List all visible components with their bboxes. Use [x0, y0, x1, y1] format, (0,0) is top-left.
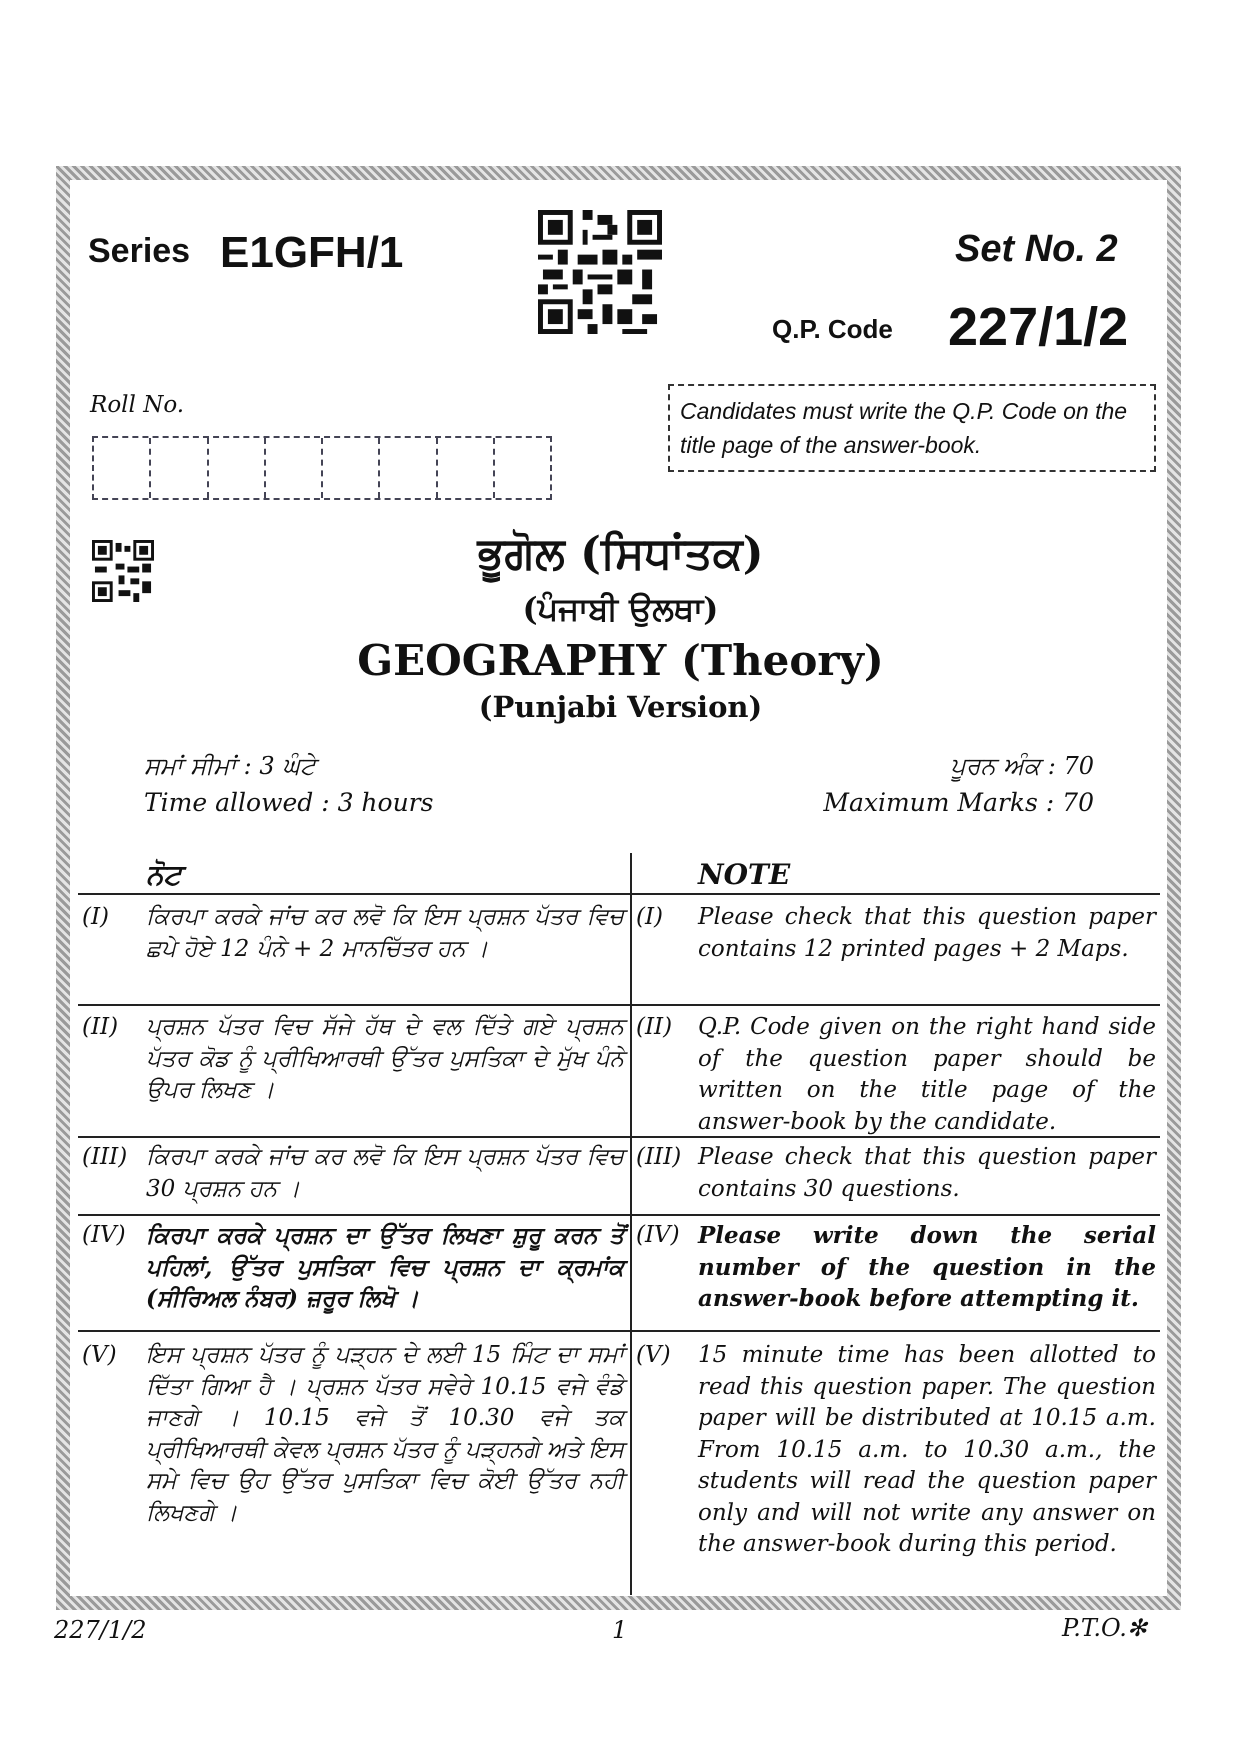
series-value: E1GFH/1: [220, 228, 404, 277]
note-text-english: Please check that this question paper contains 30 questions.: [698, 1144, 1156, 1202]
note-number: (IV): [82, 1222, 126, 1248]
row-divider: [78, 1136, 630, 1138]
row-divider: [78, 1330, 630, 1332]
page-number: 1: [612, 1616, 628, 1644]
note-number: (I): [82, 904, 110, 930]
row-divider: [78, 1214, 630, 1216]
row-divider: [78, 893, 630, 895]
series-label: Series: [88, 232, 191, 270]
title-english: GEOGRAPHY (Theory): [357, 636, 884, 685]
note-text-english: Please write down the serial number of the question in the answer-book before attempting it.: [698, 1222, 1156, 1312]
time-allowed-punjabi: ਸਮਾਂ ਸੀਮਾਂ : 3 ਘੰਟੇ: [144, 752, 316, 780]
note-number: (III): [82, 1144, 128, 1170]
subtitle-english: (Punjabi Version): [478, 690, 763, 724]
note-number: (IV): [636, 1222, 680, 1248]
note-text-english: Please check that this question paper contains 12 printed pages + 2 Maps.: [698, 904, 1156, 962]
roll-no-boxes: [92, 436, 552, 500]
note-text-punjabi: ਇਸ ਪ੍ਰਸ਼ਨ ਪੱਤਰ ਨੂੰ ਪੜ੍ਹਨ ਦੇ ਲਈ 15 ਮਿੰਟ ਦਾ ਸਮਾਂ ਦਿੱਤਾ ਗਿਆ ਹੈ । ਪ੍ਰਸ਼ਨ ਪੱਤਰ ਸਵੇਰੇ 10.15 ਵਜੇ ਵੰਡੇ ਜਾਣਗੇ । 10.15 ਵਜੇ ਤੋਂ 10.30 ਵਜੇ ਤਕ ਪ੍ਰੀਖਿਆਰਥੀ ਕੇਵਲ ਪ੍ਰਸ਼ਨ ਪੱਤਰ ਨੂੰ ਪੜ੍ਹਨਗੇ ਅਤੇ ਇਸ ਸਮੇ ਵਿਚ ਉਹ ਉੱਤਰ ਪੁਸਤਿਕਾ ਵਿਚ ਕੋਈ ਉੱਤਰ ਨਹੀ ਲਿਖਣਗੇ ।: [146, 1342, 624, 1526]
note-text-punjabi: ਪ੍ਰਸ਼ਨ ਪੱਤਰ ਵਿਚ ਸੱਜੇ ਹੱਥ ਦੇ ਵਲ ਦਿੱਤੇ ਗਏ ਪ੍ਰਸ਼ਨ ਪੱਤਰ ਕੋਡ ਨੂੰ ਪ੍ਰੀਖਿਆਰਥੀ ਉੱਤਰ ਪੁਸਤਿਕਾ ਦੇ ਮੁੱਖ ਪੰਨੇ ਉਪਰ ਲਿਖਣ ।: [146, 1014, 624, 1103]
max-marks-punjabi: ਪੂਰਨ ਅੰਕ : 70: [950, 752, 1094, 780]
note-text-punjabi: ਕਿਰਪਾ ਕਰਕੇ ਪ੍ਰਸ਼ਨ ਦਾ ਉੱਤਰ ਲਿਖਣਾ ਸ਼ੁਰੂ ਕਰਨ ਤੋਂ ਪਹਿਲਾਂ, ਉੱਤਰ ਪੁਸਤਿਕਾ ਵਿਚ ਪ੍ਰਸ਼ਨ ਦਾ ਕ੍ਰਮਾਂਕ (ਸੀਰਿਅਲ ਨੰਬਰ) ਜ਼ਰੂਰ ਲਿਖੋ ।: [146, 1222, 624, 1312]
qr-code-icon: [538, 210, 662, 334]
row-divider: [632, 1330, 1160, 1332]
footer-qp-code: 227/1/2: [54, 1616, 147, 1644]
note-text-english: Q.P. Code given on the right hand side of the question paper should be written on the title page of the answer-book by the candidate.: [698, 1014, 1156, 1135]
row-divider: [632, 1214, 1160, 1216]
candidates-note: Candidates must write the Q.P. Code on the title page of the answer-book.: [668, 384, 1156, 472]
roll-no-label: Roll No.: [90, 392, 185, 418]
pto-label: P.T.O.✻: [1062, 1614, 1148, 1642]
row-divider: [78, 1004, 630, 1006]
max-marks-english: Maximum Marks : 70: [823, 788, 1094, 817]
note-text-punjabi: ਕਿਰਪਾ ਕਰਕੇ ਜਾਂਚ ਕਰ ਲਵੋ ਕਿ ਇਸ ਪ੍ਰਸ਼ਨ ਪੱਤਰ ਵਿਚ 30 ਪ੍ਰਸ਼ਨ ਹਨ ।: [146, 1144, 624, 1202]
title-punjabi: ਭੂਗੋਲ (ਸਿਧਾਂਤਕ): [477, 528, 764, 579]
qp-code-label: Q.P. Code: [772, 314, 893, 344]
set-number: Set No. 2: [955, 228, 1118, 270]
note-heading-punjabi: ਨੋਟ: [146, 858, 182, 891]
note-number: (III): [636, 1144, 682, 1170]
row-divider: [632, 1136, 1160, 1138]
note-number: (V): [636, 1342, 671, 1368]
notes-divider: [630, 853, 632, 1595]
note-text-english: 15 minute time has been allotted to read this question paper. The question paper will be distributed at 10.15 a.m. From 10.15 a.m. to 10.30 a.m., the students will read the question paper only and will not write any answer on the answer-book during this period.: [698, 1342, 1156, 1557]
note-number: (II): [82, 1014, 119, 1040]
note-number: (II): [636, 1014, 673, 1040]
note-number: (I): [636, 904, 664, 930]
time-allowed-english: Time allowed : 3 hours: [144, 788, 434, 817]
note-heading-english: NOTE: [698, 858, 791, 891]
note-number: (V): [82, 1342, 117, 1368]
note-text-punjabi: ਕਿਰਪਾ ਕਰਕੇ ਜਾਂਚ ਕਰ ਲਵੋ ਕਿ ਇਸ ਪ੍ਰਸ਼ਨ ਪੱਤਰ ਵਿਚ ਛਪੇ ਹੋਏ 12 ਪੰਨੇ + 2 ਮਾਨਚਿੱਤਰ ਹਨ ।: [146, 904, 624, 962]
subtitle-punjabi: (ਪੰਜਾਬੀ ਉਲਥਾ): [522, 590, 719, 628]
row-divider: [632, 1004, 1160, 1006]
qp-code-value: 227/1/2: [948, 297, 1129, 357]
row-divider: [632, 893, 1160, 895]
